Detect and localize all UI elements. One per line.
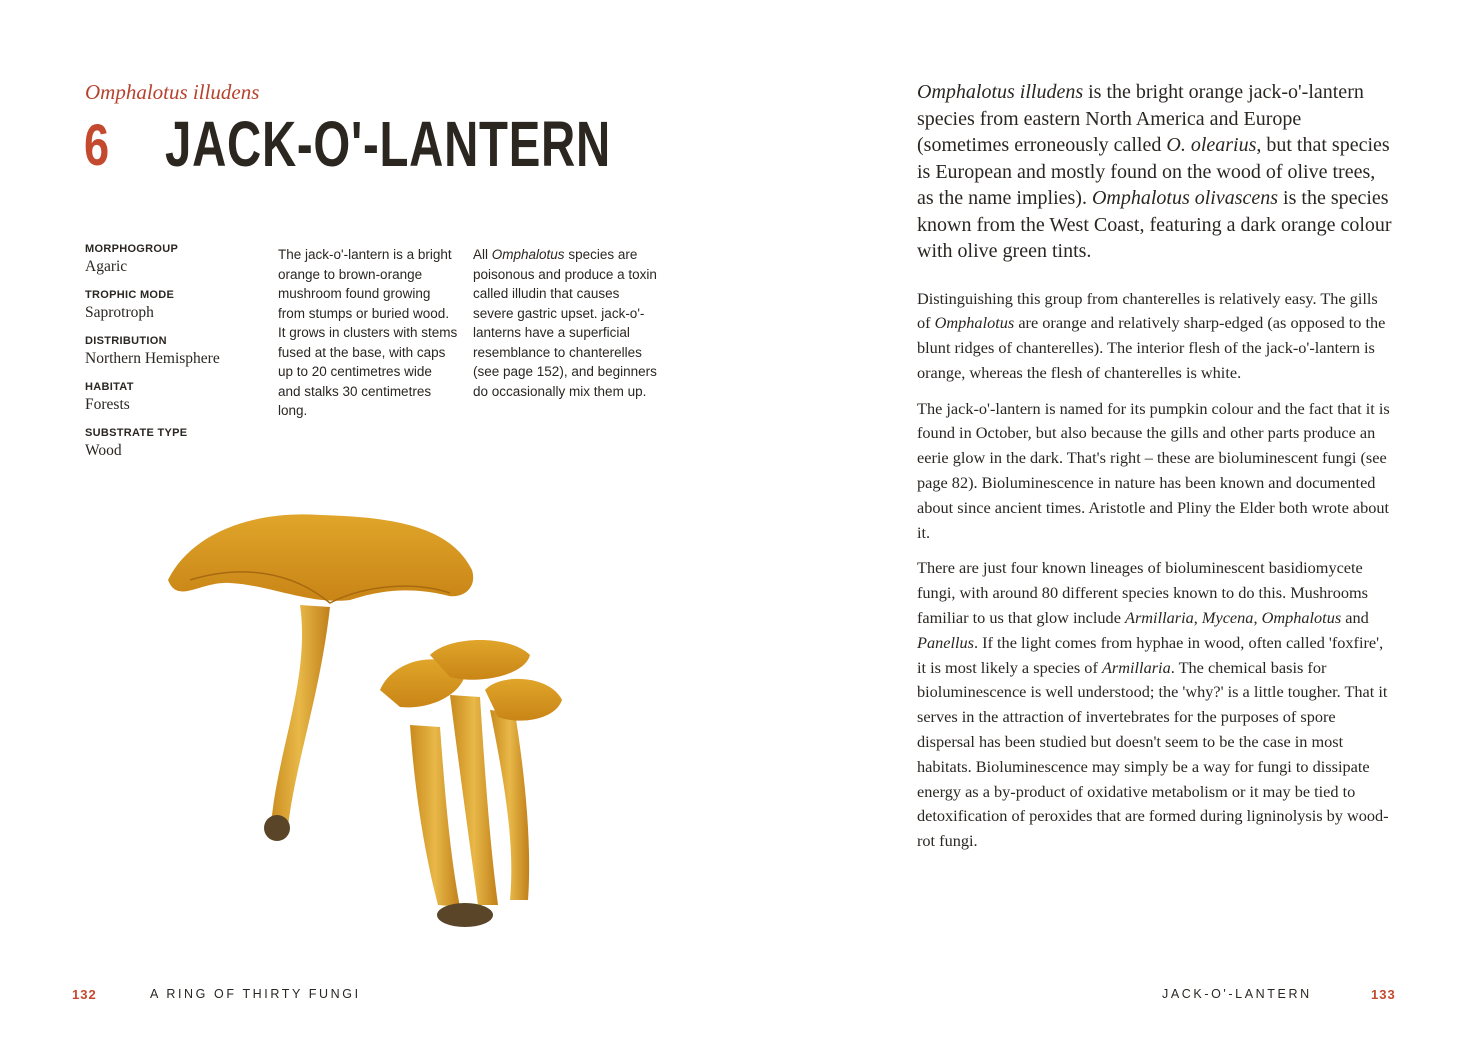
description-column-1: The jack-o'-lantern is a bright orange to brown-orange mushroom found growing from stumps or buried wood. It grows in clusters with stems fused at the base, with caps up to 20 centimetres wide and stalks 30 centimetres long. <box>278 247 458 418</box>
fact-trophic-mode <box>85 289 265 322</box>
fact-value: Northern Hemisphere <box>85 350 220 367</box>
text-run: , <box>1193 608 1202 628</box>
description-column-2 <box>473 245 658 401</box>
cluster-stem <box>490 710 529 900</box>
fact-value: Forests <box>85 396 130 413</box>
running-header-left: A RING OF THIRTY FUNGI <box>150 987 361 1001</box>
fact-value: Saprotroph <box>85 304 154 321</box>
latin-name: Omphalotus illudens <box>85 80 260 104</box>
genus-name: Armillaria <box>1125 608 1194 628</box>
mushroom-illustration <box>160 495 580 945</box>
cluster-base <box>437 903 493 927</box>
body-paragraph-3 <box>917 556 1392 854</box>
mushroom-base <box>264 815 290 841</box>
fact-label: SUBSTRATE TYPE <box>85 427 188 439</box>
genus-name: Panellus <box>917 632 974 652</box>
fact-distribution <box>85 335 265 368</box>
genus-name: Omphalotus <box>1261 608 1342 628</box>
text-run: is the species known from the West Coast, featuring a dark orange colour with olive green tints. <box>917 187 1392 262</box>
fact-label: MORPHOGROUP <box>85 243 179 255</box>
cluster-stem <box>410 725 460 907</box>
fact-morphogroup <box>85 243 265 276</box>
mushroom-stem <box>268 605 330 827</box>
fact-label: DISTRIBUTION <box>85 335 167 347</box>
text-run: , <box>1253 608 1262 628</box>
lead-paragraph <box>917 79 1392 265</box>
text-run: are orange and relatively sharp-edged (as opposed to the blunt ridges of chanterelles). The interior flesh of the jack-o'-lantern is orange, whereas the flesh of chanterelles is white. <box>917 313 1386 382</box>
genus-name: Mycena <box>1201 608 1254 628</box>
text-run: is the bright orange jack-o'-lantern species from eastern North America and Europe (sometimes erroneously called <box>917 81 1364 156</box>
species-name: O. olearius <box>1166 134 1257 156</box>
text-run: All <box>473 247 492 262</box>
fact-label: TROPHIC MODE <box>85 289 175 301</box>
entry-number: 6 <box>84 113 110 178</box>
main-text <box>917 79 1392 865</box>
body-paragraph-1 <box>917 287 1392 386</box>
facts-list <box>85 243 265 473</box>
text-run: species are poisonous and produce a toxin called illudin that causes severe gastric upset. jack-o'-lanterns have a superficial resemblance to chanterelles (see page 152), and beginners do occasionally mix them up. <box>473 247 657 399</box>
genus-name: Armillaria <box>1101 657 1171 677</box>
text-run: . The chemical basis for bioluminescence is well understood; the 'why?' is a little tougher. That it serves in the attraction of invertebrates for the purposes of spore dispersal has been studied but doesn't seem to be the case in most habitats. Bioluminescence may simply be a way for fungi to dissipate energy as a by-product of oxidative metabolism or it may be tied to detoxification of peroxides that are formed during ligninolysis by wood-rot fungi. <box>917 657 1389 851</box>
fact-label: HABITAT <box>85 381 134 393</box>
genus-name: Omphalotus <box>934 313 1015 333</box>
page-number-left: 132 <box>72 987 97 1002</box>
fact-substrate-type <box>85 427 265 460</box>
genus-name: Omphalotus <box>491 247 565 262</box>
text-run: and <box>1341 608 1369 628</box>
species-name: Omphalotus illudens <box>917 81 1084 103</box>
fact-value: Wood <box>85 442 122 459</box>
species-name: Omphalotus olivascens <box>1091 187 1279 209</box>
page-title: JACK-O'-LANTERN <box>165 108 611 180</box>
cluster-stem <box>450 695 498 905</box>
text-run: There are just four known lineages of bioluminescent basidiomycete fungi, with around 80 different species known to do this. Mushrooms familiar to us that glow include <box>917 558 1369 628</box>
fact-value: Agaric <box>85 258 128 275</box>
fact-habitat <box>85 381 265 414</box>
running-header-right: JACK-O'-LANTERN <box>1162 987 1312 1001</box>
text-run: Distinguishing this group from chanterelles is relatively easy. The gills of <box>917 288 1378 333</box>
text-run: , but that species is European and mostly found on the wood of olive trees, as the name implies). <box>917 134 1390 209</box>
body-paragraph-2: The jack-o'-lantern is named for its pumpkin colour and the fact that it is found in October, but also because the gills and other parts produce an eerie glow in the dark. That's right – these are bioluminescent fungi (see page 82). Bioluminescence in nature has been known and documented about since ancient times. Aristotle and Pliny the Elder both wrote about it. <box>917 398 1390 542</box>
text-run: . If the light comes from hyphae in wood, often called 'foxfire', it is most likely a species of <box>917 632 1384 677</box>
page-number-right: 133 <box>1371 987 1396 1002</box>
